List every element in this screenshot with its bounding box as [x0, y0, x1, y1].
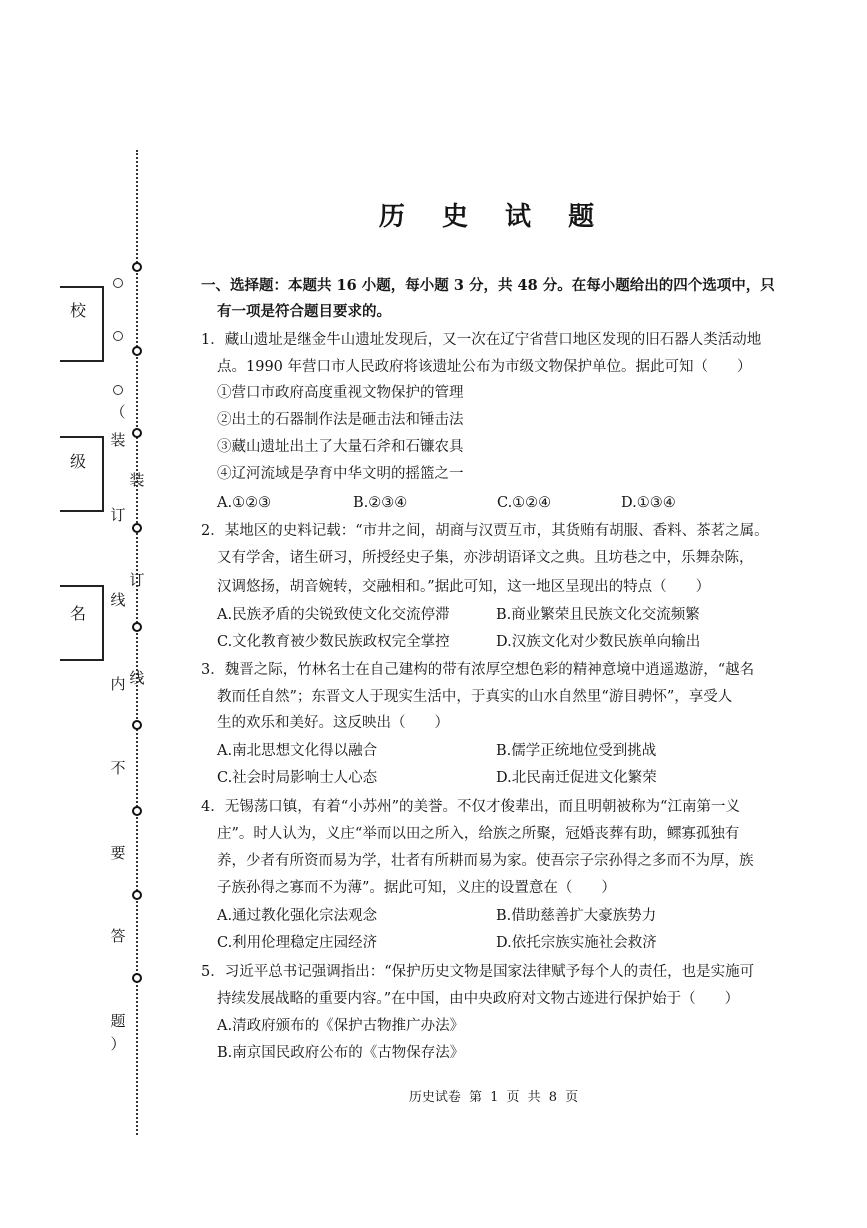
question-2-option-d[interactable]: D.汉族文化对少数民族单向输出 — [496, 634, 701, 650]
margin-text-char: 内 — [110, 675, 126, 693]
question-4-option-b[interactable]: B.借助慈善扩大豪族势力 — [496, 908, 657, 924]
question-4-stem: 庄”。时人认为，义庄“举而以田之所入，给族之所聚，冠婚丧葬有助，鳏寡孤独有 — [217, 826, 740, 842]
binding-hole — [132, 346, 142, 356]
margin-text-char: 题 — [110, 1012, 126, 1030]
margin-ring — [113, 385, 123, 395]
question-4-stem: 4．无锡荡口镇，有着“小苏州”的美誉。不仅才俊辈出，而且明朝被称为“江南第一义 — [201, 799, 740, 815]
margin-text-char: 答 — [110, 927, 126, 945]
class-field-box[interactable] — [60, 436, 104, 512]
binding-hole — [132, 428, 142, 438]
question-2-stem: 又有学舍，诸生研习，所授经史子集，亦涉胡语译文之典。且坊巷之中，乐舞杂陈， — [217, 550, 754, 566]
margin-text-char: 线 — [110, 591, 126, 609]
name-field-label: 名 — [70, 604, 87, 623]
question-4-option-c[interactable]: C.利用伦理稳定庄园经济 — [217, 935, 378, 951]
question-5-stem: 持续发展战略的重要内容。”在中国，由中央政府对文物古迹进行保护始于（ ） — [217, 991, 740, 1007]
question-4-option-a[interactable]: A.通过教化强化宗法观念 — [217, 908, 378, 924]
margin-text-char: （ — [110, 403, 126, 421]
margin-text-char: 装 — [110, 431, 126, 449]
question-1-statement: ③藏山遗址出土了大量石斧和石镰农具 — [217, 439, 464, 455]
margin-ring — [113, 331, 123, 341]
binding-hole — [132, 890, 142, 900]
question-3-option-d[interactable]: D.北民南迁促进文化繁荣 — [496, 770, 657, 786]
question-1-statement: ①营口市政府高度重视文物保护的管理 — [217, 385, 464, 401]
question-1-statement: ②出土的石器制作法是砸击法和锤击法 — [217, 412, 464, 428]
question-1-option-c[interactable]: C.①②④ — [497, 495, 552, 511]
school-field-label: 校 — [70, 301, 87, 320]
question-1-statement: ④辽河流域是孕育中华文明的摇篮之一 — [217, 466, 464, 482]
binding-hole — [132, 523, 142, 533]
page-title: 历 史 试 题 — [378, 202, 609, 232]
margin-ring — [113, 278, 123, 288]
question-1-stem: 点。1990 年营口市人民政府将该遗址公布为市级文物保护单位。据此可知（ ） — [217, 359, 752, 375]
question-1-option-d[interactable]: D.①③④ — [621, 495, 676, 511]
question-2-stem: 汉调悠扬，胡音婉转，交融相和。”据此可知，这一地区呈现出的特点（ ） — [217, 579, 711, 595]
question-2-stem: 2．某地区的史料记载：“市井之间，胡商与汉贾互市，其货贿有胡服、香料、茶茗之属。 — [201, 523, 769, 539]
question-3-option-a[interactable]: A.南北思想文化得以融合 — [217, 743, 378, 759]
question-3-stem: 生的欢乐和美好。这反映出（ ） — [217, 715, 449, 731]
margin-text-char: ） — [110, 1035, 126, 1053]
binding-text-char: 装 — [129, 471, 145, 489]
question-3-stem: 教而任自然”；东晋文人于现实生活中，于真实的山水自然里“游目骋怀”，享受人 — [217, 689, 733, 705]
question-5-option-b[interactable]: B.南京国民政府公布的《古物保存法》 — [217, 1045, 465, 1061]
binding-dotted-line — [136, 150, 138, 1135]
question-3-option-c[interactable]: C.社会时局影响士人心态 — [217, 770, 378, 786]
question-2-option-c[interactable]: C.文化教育被少数民族政权完全掌控 — [217, 634, 450, 650]
binding-hole — [132, 720, 142, 730]
question-4-option-d[interactable]: D.依托宗族实施社会救济 — [496, 935, 657, 951]
question-2-option-b[interactable]: B.商业繁荣且民族文化交流频繁 — [496, 607, 700, 623]
margin-text-char: 订 — [110, 506, 126, 524]
question-2-option-a[interactable]: A.民族矛盾的尖锐致使文化交流停滞 — [217, 607, 450, 623]
question-1-stem: 1．藏山遗址是继金牛山遗址发现后，又一次在辽宁省营口地区发现的旧石器人类活动地 — [201, 332, 762, 348]
binding-text-char: 订 — [129, 571, 145, 589]
question-1-option-a[interactable]: A.①②③ — [217, 495, 272, 511]
margin-text-char: 要 — [110, 844, 126, 862]
page-footer: 历史试卷 第 1 页 共 8 页 — [408, 1090, 579, 1105]
binding-hole — [132, 973, 142, 983]
class-field-label: 级 — [70, 452, 87, 471]
section-header: 有一项是符合题目要求的。 — [217, 303, 391, 320]
question-4-stem: 养，少者有所资而易为学，壮者有所耕而易为家。使吾宗子宗孙得之多而不为厚，族 — [217, 853, 754, 869]
binding-hole — [132, 262, 142, 272]
binding-text-char: 线 — [129, 669, 145, 687]
question-1-option-b[interactable]: B.②③④ — [353, 495, 408, 511]
question-5-option-a[interactable]: A.清政府颁布的《保护古物推广办法》 — [217, 1018, 465, 1034]
question-3-stem: 3．魏晋之际，竹林名士在自己建构的带有浓厚空想色彩的精神意境中逍遥遨游，“越名 — [201, 662, 755, 678]
question-4-stem: 子族孙得之寡而不为薄”。据此可知，义庄的设置意在（ ） — [217, 880, 616, 896]
binding-hole — [132, 806, 142, 816]
section-header: 一、选择题：本题共 16 小题，每小题 3 分，共 48 分。在每小题给出的四个选项中，只 — [201, 277, 775, 294]
margin-text-char: 不 — [110, 759, 126, 777]
question-3-option-b[interactable]: B.儒学正统地位受到挑战 — [496, 743, 657, 759]
binding-hole — [132, 622, 142, 632]
question-5-stem: 5．习近平总书记强调指出：“保护历史文物是国家法律赋予每个人的责任，也是实施可 — [201, 964, 755, 980]
